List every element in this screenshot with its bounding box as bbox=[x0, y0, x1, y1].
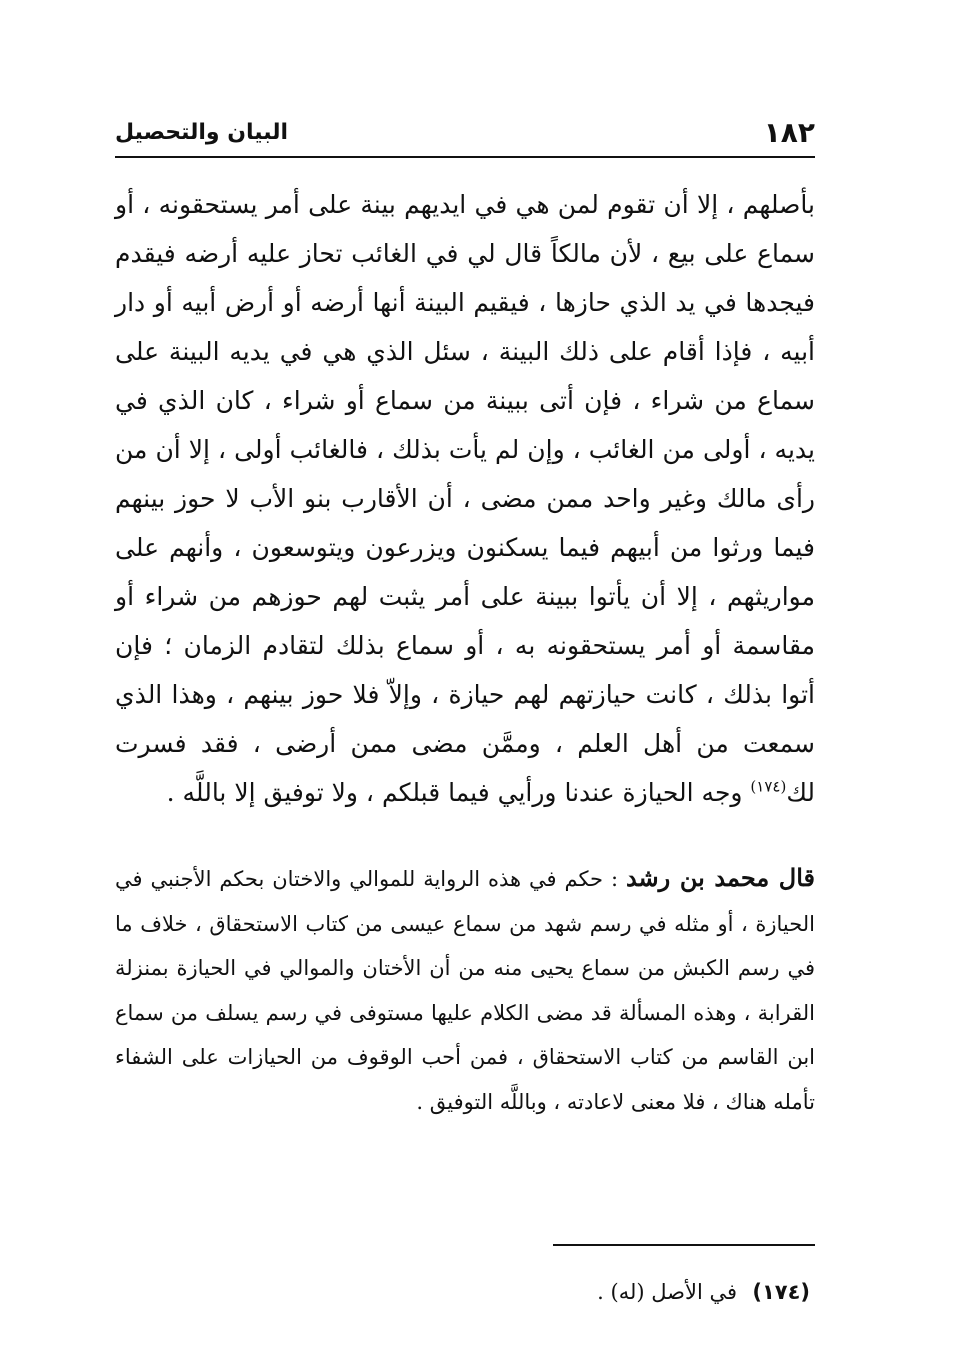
main-text-part-2: وجه الحيازة عندنا ورأيي فيما قبلكم ، ولا توفيق إلا باللَّه . bbox=[166, 778, 751, 807]
footnote-text: في الأصل (له) . bbox=[597, 1280, 738, 1304]
page-header bbox=[115, 110, 815, 158]
commentary-paragraph bbox=[115, 856, 815, 1124]
footnote-reference[interactable]: (١٧٤) bbox=[750, 777, 787, 796]
main-text-part-1: بأصلهم ، إلا أن تقوم لمن هي في ايديهم بينة على أمر يستحقونه ، أو سماع على بيع ، لأن مالكاً قال لي في الغائب تحاز عليه أرضه فيقدم فيجدها في يد الذي حازها ، فيقيم البينة أنها أرضه أو أرض أبيه أو دار أبيه ، فإذا أقام على ذلك البينة ، سئل الذي هي في يديه البينة على سماع من شراء ، فإن أتى ببينة من سماع أو شراء ، كان الذي في يديه ، أولى من الغائب ، وإن لم يأت بذلك ، فالغائب أولى ، إلا أن من رأى مالك وغير واحد ممن مضى ، أن الأقارب بنو الأب لا حوز بينهم فيما ورثوا من أبيهم فيما يسكنون ويزرعون ويتوسعون ، وأنهم على مواريثهم ، إلا أن يأتوا ببينة على أمر يثبت لهم حوزهم من شراء أو مقاسمة أو أمر يستحقونه به ، أو سماع بذلك لتقادم الزمان ؛ فإن أتوا بذلك ، كانت حيازتهم لهم حيازة ، وإلاّ فلا حوز بينهم ، وهذا الذي سمعت من أهل العلم ، وممَّن مضى ممن أرضى ، فقد فسرت لك bbox=[115, 190, 815, 807]
commentary-speaker: قال محمد بن رشد bbox=[625, 863, 815, 892]
commentary-text: : حكم في هذه الرواية للموالي والاختان بحكم الأجنبي في الحيازة ، أو مثله في رسم شهد من سماع عيسى من كتاب الاستحقاق ، خلاف ما في رسم الكبش من سماع يحيى منه من أن الأختان والموالي في الحيازة بمنزلة القرابة ، وهذه المسألة قد مضى الكلام عليها مستوفى في رسم يسلف من سماع ابن القاسم من كتاب الاستحقاق ، فمن أحب الوقوف من الحيازات على الشفاء تأمله هناك ، فلا معنى لاعادته ، وباللَّه التوفيق . bbox=[115, 867, 815, 1114]
footnote-number: (١٧٤) bbox=[752, 1280, 810, 1304]
footnote-divider bbox=[553, 1244, 815, 1246]
footnote bbox=[597, 1280, 810, 1304]
running-title: البيان والتحصيل bbox=[115, 120, 289, 145]
header-divider bbox=[115, 156, 815, 158]
page-number: ١٨٢ bbox=[763, 116, 815, 149]
main-paragraph bbox=[115, 180, 815, 817]
